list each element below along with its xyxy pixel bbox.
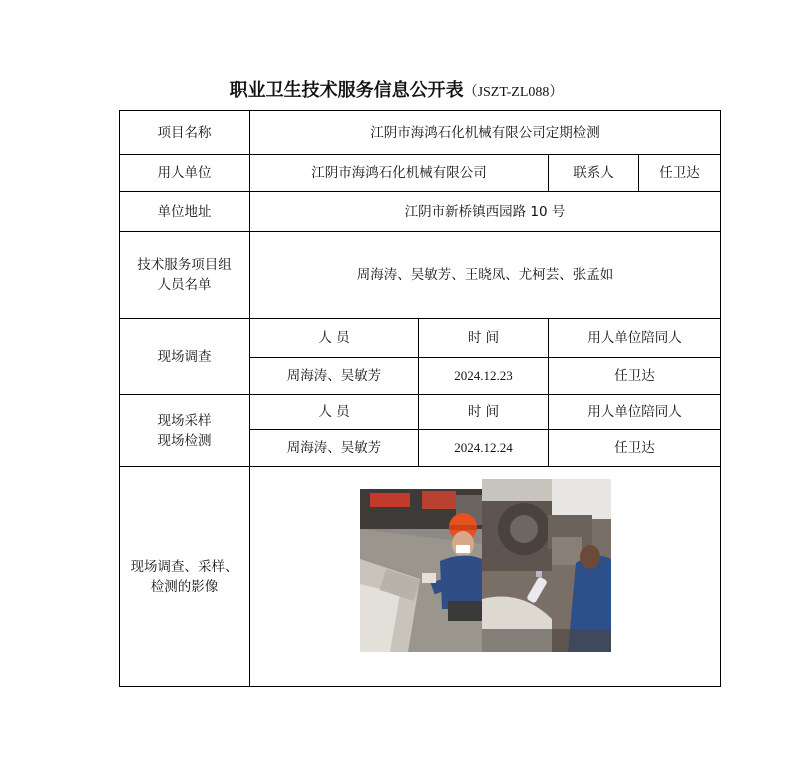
- team-label-line1: 技术服务项目组: [137, 257, 232, 273]
- row-sampling-header: [120, 395, 721, 430]
- team-value: 周海涛、吴敏芳、王晓凤、尤柯芸、张孟如: [250, 232, 721, 319]
- site-photo-measurement: [482, 479, 611, 652]
- images-label-line1: 现场调查、采样、: [130, 558, 239, 575]
- row-address: [120, 192, 721, 232]
- document-code: （JSZT-ZL088）: [463, 85, 564, 100]
- sampling-time-header: 时 间: [419, 395, 549, 430]
- employer-label: 用人单位: [120, 155, 250, 192]
- survey-label: 现场调查: [120, 319, 250, 395]
- info-table: [119, 110, 721, 687]
- sampling-personnel: 周海涛、吴敏芳: [250, 430, 419, 467]
- images-label: [120, 467, 250, 687]
- sampling-time: 2024.12.24: [419, 430, 549, 467]
- sampling-label-line2: 现场检测: [157, 432, 212, 449]
- images-cell: [250, 467, 721, 687]
- sampling-personnel-header: 人 员: [250, 395, 419, 430]
- document-title: [0, 76, 793, 102]
- project-name-label: 项目名称: [120, 111, 250, 155]
- project-name-value: 江阴市海鸿石化机械有限公司定期检测: [250, 111, 721, 155]
- contact-value: 任卫达: [639, 155, 721, 192]
- team-label: [120, 232, 250, 319]
- sampling-companion-header: 用人单位陪同人: [549, 395, 721, 430]
- row-team: [120, 232, 721, 319]
- survey-personnel: 周海涛、吴敏芳: [250, 358, 419, 395]
- row-images: [120, 467, 721, 687]
- address-value: 江阴市新桥镇西园路 10 号: [250, 192, 721, 232]
- row-project-name: [120, 111, 721, 155]
- survey-companion-header: 用人单位陪同人: [549, 319, 721, 358]
- team-label-line2: 人员名单: [157, 277, 212, 293]
- contact-label: 联系人: [549, 155, 639, 192]
- sampling-label: [120, 395, 250, 467]
- row-employer: [120, 155, 721, 192]
- document-title-text: 职业卫生技术服务信息公开表: [229, 80, 464, 101]
- survey-personnel-header: 人 员: [250, 319, 419, 358]
- address-label: 单位地址: [120, 192, 250, 232]
- employer-value: 江阴市海鸿石化机械有限公司: [250, 155, 549, 192]
- sampling-label-line1: 现场采样: [157, 412, 212, 429]
- row-survey-header: [120, 319, 721, 358]
- photo-group: [250, 501, 720, 652]
- survey-companion: 任卫达: [549, 358, 721, 395]
- site-photo-sampling: [360, 489, 482, 652]
- sampling-companion: 任卫达: [549, 430, 721, 467]
- survey-time: 2024.12.23: [419, 358, 549, 395]
- images-label-line2: 检测的影像: [150, 578, 219, 595]
- survey-time-header: 时 间: [419, 319, 549, 358]
